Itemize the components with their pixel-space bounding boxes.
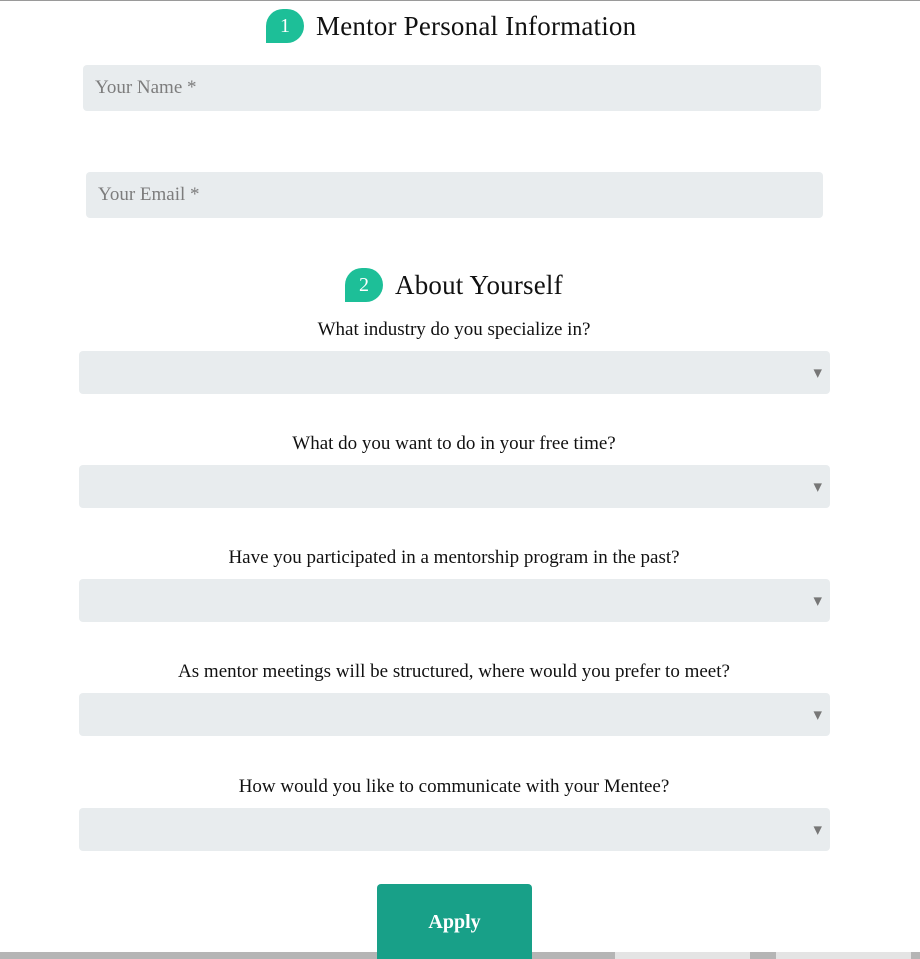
chevron-down-icon: ▼ bbox=[813, 594, 822, 607]
industry-select[interactable] bbox=[79, 351, 830, 394]
question-free-time: What do you want to do in your free time? bbox=[292, 433, 616, 454]
meeting-place-select[interactable] bbox=[79, 693, 830, 736]
chevron-down-icon: ▼ bbox=[813, 708, 822, 721]
chevron-down-icon: ▼ bbox=[813, 823, 822, 836]
question-past-mentorship: Have you participated in a mentorship program in the past? bbox=[228, 547, 680, 568]
step-badge-2: 2 bbox=[345, 268, 383, 302]
past-mentorship-select[interactable] bbox=[79, 579, 830, 622]
chevron-down-icon: ▼ bbox=[813, 366, 822, 379]
section-header-about-yourself bbox=[345, 268, 563, 302]
step-badge-1: 1 bbox=[266, 9, 304, 43]
question-industry: What industry do you specialize in? bbox=[317, 319, 591, 340]
question-communication: How would you like to communicate with your Mentee? bbox=[238, 776, 670, 797]
scrollbar-track-segment bbox=[776, 952, 911, 959]
chevron-down-icon: ▼ bbox=[813, 480, 822, 493]
section-title-personal-info: Mentor Personal Information bbox=[316, 10, 637, 41]
question-meeting-place: As mentor meetings will be structured, where would you prefer to meet? bbox=[178, 661, 730, 682]
section-header-personal-info bbox=[266, 9, 636, 43]
free-time-select[interactable] bbox=[79, 465, 830, 508]
section-title-about-yourself: About Yourself bbox=[395, 269, 563, 300]
scrollbar-track-segment bbox=[615, 952, 750, 959]
email-input[interactable] bbox=[86, 172, 823, 218]
apply-button[interactable]: Apply bbox=[377, 884, 532, 959]
name-input[interactable] bbox=[83, 65, 821, 111]
communication-select[interactable] bbox=[79, 808, 830, 851]
